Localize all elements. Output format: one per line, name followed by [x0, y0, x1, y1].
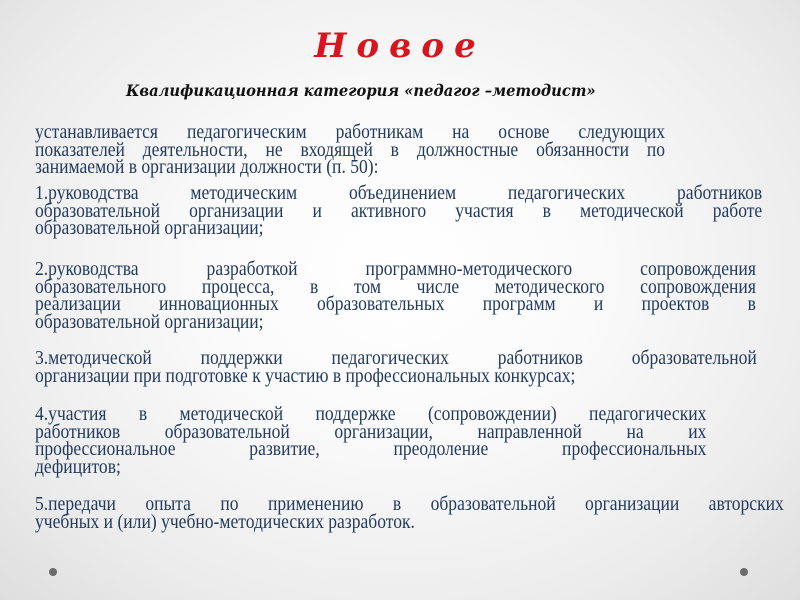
list-item-line: работников образовательной организации, направленной на их [35, 421, 707, 443]
list-item-1 [35, 185, 762, 238]
list-item-line: профессиональное развитие, преодоление профессиональных [35, 439, 707, 460]
list-item-line: образовательной организации и активного участия в методической работе [35, 200, 763, 222]
list-item-line: 1.руководства методическим объединением педагогических работников [35, 183, 763, 204]
corner-dot-left-icon [49, 568, 57, 576]
list-item-line: 3.методической поддержки педагогических работников образовательной [35, 348, 757, 369]
intro-line: показателей деятельности, не входящей в должностные обязанности по [35, 139, 665, 161]
list-item-line: образовательной организации; [35, 311, 264, 333]
list-item-line: учебных и (или) учебно-методических разработок. [35, 511, 415, 533]
list-item-line: образовательной организации; [35, 218, 264, 239]
list-item-line: 2.руководства разработкой программно-методического сопровождения [35, 259, 756, 280]
list-item-line: 4.участия в методической поддержке (сопровождении) педагогических [35, 404, 707, 425]
corner-dot-right-icon [740, 568, 748, 576]
list-item-4 [35, 406, 706, 476]
list-item-line: образовательного процесса, в том числе методического сопровождения [35, 276, 756, 298]
list-item-3 [35, 350, 757, 385]
slide-title: Новое [314, 26, 486, 66]
list-item-line: организации при подготовке к участию в профессиональных конкурсах; [35, 365, 576, 387]
intro-line: занимаемой в организации должности (п. 50): [35, 157, 379, 178]
list-item-line: реализации инновационных образовательных программ и проектов в [35, 294, 756, 315]
list-item-5 [35, 496, 784, 531]
list-item-line: 5.передачи опыта по применению в образовательной организации авторских [35, 494, 784, 515]
intro-paragraph [35, 124, 665, 177]
list-item-2 [35, 261, 756, 331]
slide-subtitle: Квалификационная категория «педагог –методист» [126, 81, 596, 100]
list-item-line: дефицитов; [35, 456, 121, 478]
intro-line: устанавливается педагогическим работникам на основе следующих [35, 122, 665, 143]
